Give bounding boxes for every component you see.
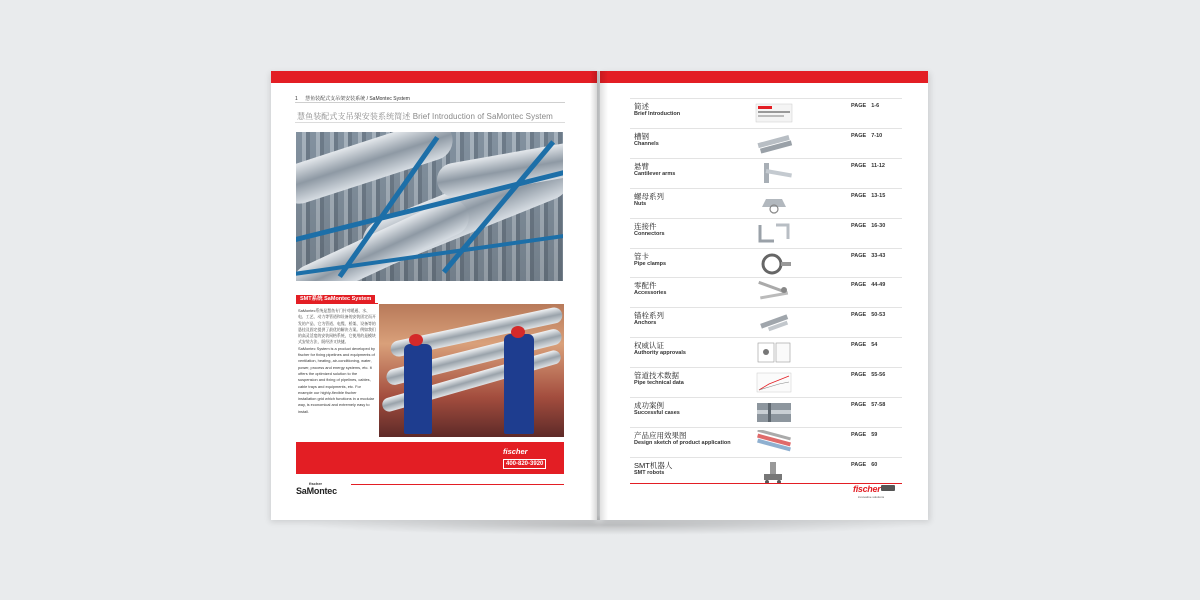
certificate-thumbnail (754, 340, 794, 364)
channel-thumbnail (754, 131, 794, 155)
toc-title-en: Anchors (634, 320, 657, 327)
page-label: PAGE (851, 372, 867, 379)
toc-title-en: SMT robots (634, 469, 665, 476)
toc-title-zh: 产品应用效果图 (634, 430, 687, 440)
toc-page-ref (851, 372, 885, 378)
page-range: 57-58 (871, 402, 886, 408)
toc-page-ref (851, 342, 877, 348)
divider (296, 303, 378, 304)
toc-title-zh: 锚栓系列 (634, 311, 664, 321)
toc-page-ref (851, 432, 877, 438)
accessory-thumbnail (754, 280, 794, 304)
toc-entry (630, 158, 902, 188)
fischer-logo (853, 484, 895, 494)
divider (295, 122, 565, 123)
toc-page-ref (851, 462, 877, 468)
section-title: 慧鱼装配式支吊架安装系统简述 Brief Introduction of SaMontec System (297, 112, 553, 121)
brochure-left-page (271, 71, 597, 520)
divider (351, 484, 564, 485)
page-label: PAGE (851, 312, 867, 319)
toc-title-zh: 管卡 (634, 251, 649, 261)
page-label: PAGE (851, 132, 867, 139)
fischer-wordmark: fischer (309, 481, 323, 486)
toc-entry (630, 367, 902, 397)
toc-entry (630, 397, 902, 427)
nut-thumbnail (754, 191, 794, 215)
toc-title-en: Pipe clamps (634, 260, 667, 267)
workers-photo (379, 304, 564, 437)
samontec-logo: SaMontec (296, 486, 337, 496)
toc-title-en: Successful cases (634, 410, 680, 416)
hotline-number: 400-820-3920 (503, 459, 546, 469)
toc-entry (630, 98, 902, 128)
toc-title-en: Cantilever arms (634, 170, 676, 177)
toc-title-zh: 简述 (634, 102, 649, 111)
page-label: PAGE (851, 103, 867, 109)
toc-page-ref (851, 253, 885, 259)
toc-title-zh: 管道技术数据 (634, 371, 679, 381)
fischer-logo: fischer (503, 447, 528, 456)
page-label: PAGE (851, 192, 867, 199)
toc-title-en: Nuts (634, 200, 647, 207)
toc-title-zh: 零配件 (634, 281, 657, 291)
toc-entry (630, 277, 902, 307)
top-red-bar (600, 71, 928, 83)
chart-thumbnail (754, 370, 794, 394)
toc-page-ref (851, 402, 885, 408)
toc-entry (630, 307, 902, 337)
toc-page-ref (851, 103, 879, 109)
page-label: PAGE (851, 162, 867, 169)
toc-page-ref (851, 282, 885, 288)
page-range: 16-30 (871, 222, 886, 229)
page-range: 54 (871, 342, 878, 349)
page-range: 7-10 (871, 132, 883, 139)
page-label: PAGE (851, 402, 867, 408)
page-range: 44-49 (871, 282, 886, 289)
toc-title-en: Channels (634, 140, 659, 147)
toc-entry (630, 128, 902, 158)
cantilever-thumbnail (754, 161, 794, 185)
fischer-logo-text: fischer (853, 484, 881, 494)
running-head (295, 95, 410, 102)
page-label: PAGE (851, 222, 867, 229)
fischer-badge-icon (881, 485, 895, 491)
page-label: PAGE (851, 431, 867, 438)
toc-entry (630, 188, 902, 218)
page-number: 1 (295, 96, 298, 102)
sketch-thumbnail (754, 430, 794, 454)
toc-title-zh: SMT机器人 (634, 460, 673, 470)
page-range: 33-43 (871, 252, 886, 259)
brochure-thumbnail (754, 101, 794, 125)
page-range: 55-56 (871, 372, 886, 379)
toc-title-en: Accessories (634, 290, 667, 297)
page-range: 59 (871, 431, 878, 438)
page-range: 50-53 (871, 312, 886, 319)
intro-text-zh: SaMontec系统是慧鱼专门针对暖通、水、电、工艺、动力等管道和设备的安装固定而开发的产品，它为管道、电缆、桥架、设备等的悬挂及固定提供了最优的解决方案。例如我们的高灵活度的安装网格系统，它使用的是模块式安装方法，既经济又快捷。 (298, 308, 376, 345)
toc-title-zh: 成功案例 (634, 401, 664, 410)
toc-title-en: Authority approvals (634, 350, 686, 357)
toc-title-zh: 悬臂 (634, 161, 649, 171)
hero-photo-ducts (296, 132, 563, 281)
intro-text-en: SaMontec System is a product developed by fischer for fixing pipelines and equipments of ventilation, heating, air-conditioning, water, power, process and energy systems, etc. It offers the optimized solution to the suspension and fixing of pipelines, cables, cable trays and equipments, etc. For example our highly-flexible fischer installation grid which functions in a modular way, is economical and extremely easy to install. (298, 345, 375, 414)
page-range: 60 (871, 461, 878, 468)
toc-entry (630, 337, 902, 367)
toc-title-zh: 权威认证 (634, 341, 664, 351)
divider (295, 102, 565, 103)
toc-entry (630, 427, 902, 457)
connector-thumbnail (754, 221, 794, 245)
toc-page-ref (851, 163, 885, 169)
top-red-bar (271, 71, 597, 83)
page-range: 1-6 (871, 103, 880, 109)
toc-page-ref (851, 193, 885, 199)
toc-page-ref (851, 312, 885, 318)
toc-title-zh: 螺母系列 (634, 191, 664, 201)
toc-entry (630, 248, 902, 278)
fischer-tagline: innovative solutions (858, 495, 885, 499)
toc-page-ref (851, 223, 885, 229)
page-range: 11-12 (871, 162, 885, 169)
toc-title-en: Brief Introduction (634, 111, 681, 117)
toc-title-en: Design sketch of product application (634, 439, 731, 446)
toc-title-zh: 槽钢 (634, 131, 649, 141)
running-head-text: 慧鱼装配式支吊架安装系统 / SaMontec System (305, 96, 410, 102)
intro-body-text (298, 308, 376, 415)
robot-thumbnail (754, 460, 794, 484)
page-label: PAGE (851, 282, 867, 289)
system-subhead: SMT系统 SaMontec System (296, 295, 375, 303)
toc-title-en: Connectors (634, 230, 665, 237)
page-range: 13-15 (871, 192, 886, 199)
anchor-thumbnail (754, 310, 794, 334)
toc-page-ref (851, 133, 882, 139)
toc-title-zh: 连接件 (634, 221, 657, 231)
page-label: PAGE (851, 342, 867, 349)
page-label: PAGE (851, 461, 867, 468)
toc-title-en: Pipe technical data (634, 380, 684, 387)
page-label: PAGE (851, 252, 867, 259)
case-photo-thumbnail (754, 400, 794, 424)
pipe-clamp-thumbnail (754, 251, 794, 275)
brochure-right-page (600, 71, 928, 520)
toc-entry (630, 218, 902, 248)
